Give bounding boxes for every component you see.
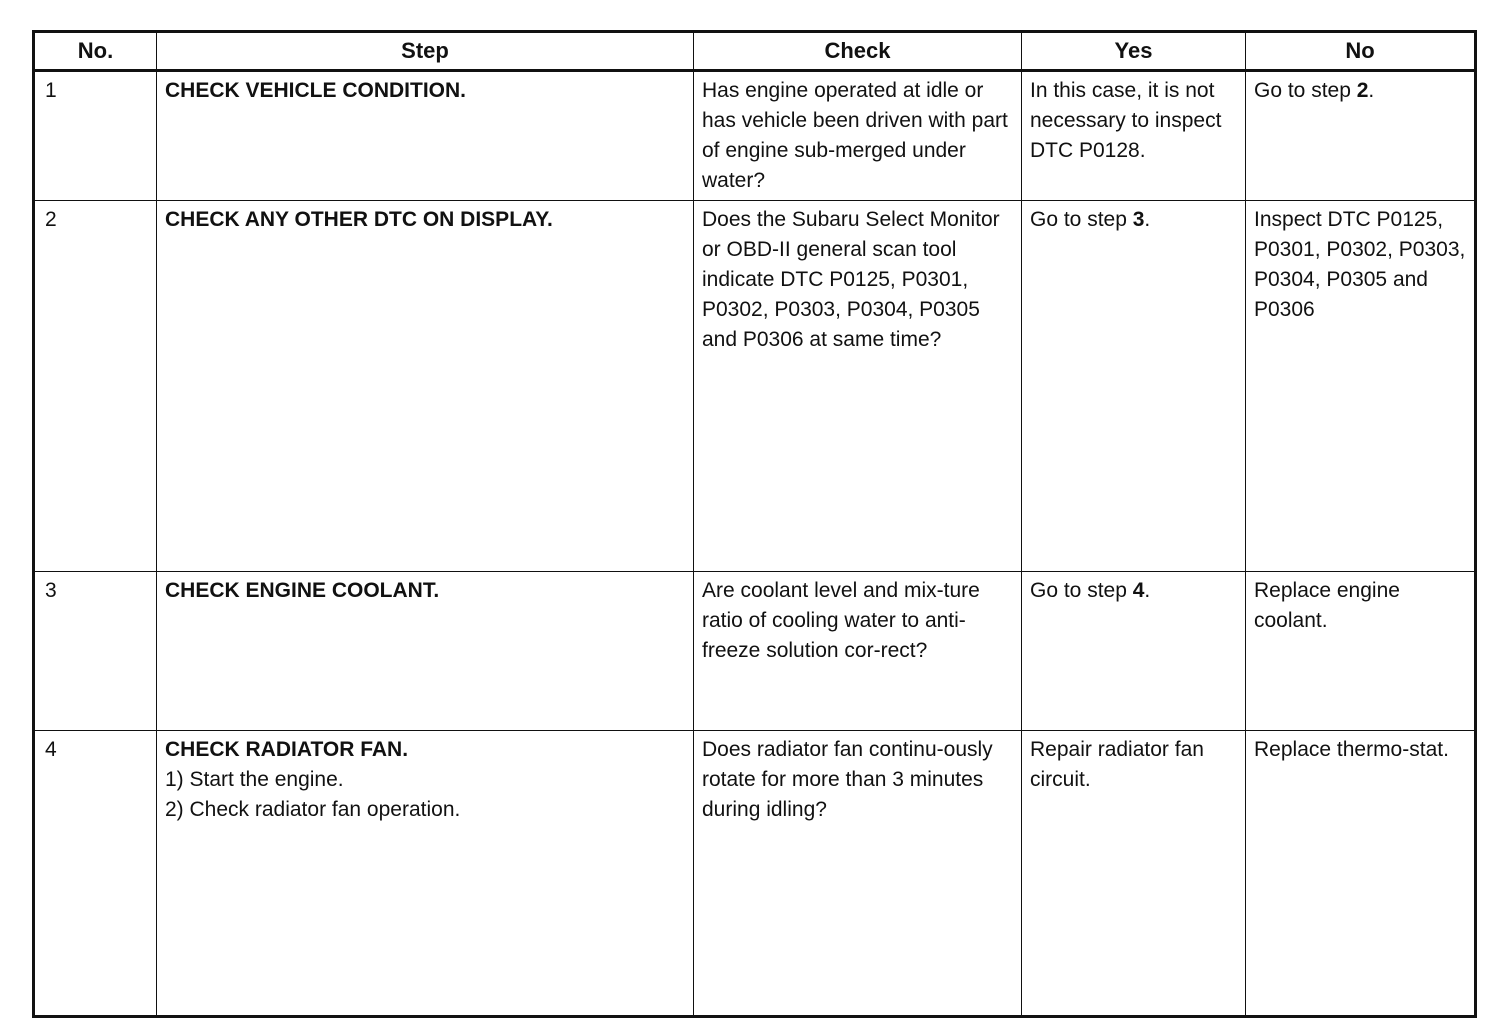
header-yes: Yes: [1022, 32, 1246, 71]
table-row: [34, 731, 1476, 1017]
goto-step-number: 2: [1356, 79, 1369, 102]
cell-yes: Repair radiator fan circuit.: [1022, 731, 1246, 1017]
step-title: CHECK VEHICLE CONDITION.: [165, 79, 467, 102]
cell-yes: In this case, it is not necessary to inspect DTC P0128.: [1022, 71, 1246, 201]
cell-step: [157, 731, 694, 1017]
goto-step-number: 3: [1132, 208, 1145, 231]
cell-step: [157, 71, 694, 201]
header-no-result: No: [1246, 32, 1476, 71]
cell-no-result: Inspect DTC P0125, P0301, P0302, P0303, P0304, P0305 and P0306: [1246, 201, 1476, 572]
cell-check: Does radiator fan continu-ously rotate for more than 3 minutes during idling?: [694, 731, 1022, 1017]
cell-check: Has engine operated at idle or has vehicle been driven with part of engine sub-merged under water?: [694, 71, 1022, 201]
diagnostic-table: [32, 30, 1477, 1018]
cell-no: 2: [34, 201, 157, 572]
goto-text: Go to step: [1030, 208, 1133, 231]
cell-check: Does the Subaru Select Monitor or OBD-II general scan tool indicate DTC P0125, P0301, P0302, P0303, P0304, P0305 and P0306 at same time?: [694, 201, 1022, 572]
table-row: [34, 71, 1476, 201]
goto-suffix: .: [1144, 208, 1151, 231]
step-title: CHECK ANY OTHER DTC ON DISPLAY.: [165, 208, 553, 231]
goto-text: Go to step: [1030, 579, 1133, 602]
goto-suffix: .: [1144, 579, 1151, 602]
cell-yes: [1022, 572, 1246, 731]
step-title: CHECK ENGINE COOLANT.: [165, 579, 440, 602]
table-header-row: [34, 32, 1476, 71]
goto-suffix: .: [1368, 79, 1375, 102]
table-row: [34, 572, 1476, 731]
cell-no: 4: [34, 731, 157, 1017]
header-check: Check: [694, 32, 1022, 71]
cell-no: 3: [34, 572, 157, 731]
header-step: Step: [157, 32, 694, 71]
cell-no-result: Replace engine coolant.: [1246, 572, 1476, 731]
step-substep: 1) Start the engine.: [165, 768, 344, 791]
cell-no-result: Replace thermo-stat.: [1246, 731, 1476, 1017]
cell-check: Are coolant level and mix-ture ratio of cooling water to anti-freeze solution cor-rect?: [694, 572, 1022, 731]
goto-text: Go to step: [1254, 79, 1357, 102]
goto-step-number: 4: [1132, 579, 1145, 602]
cell-step: [157, 201, 694, 572]
step-substep: 2) Check radiator fan operation.: [165, 798, 461, 821]
cell-step: [157, 572, 694, 731]
cell-no: 1: [34, 71, 157, 201]
table-row: [34, 201, 1476, 572]
step-title: CHECK RADIATOR FAN.: [165, 738, 409, 761]
header-no: No.: [34, 32, 157, 71]
cell-no-result: [1246, 71, 1476, 201]
cell-yes: [1022, 201, 1246, 572]
